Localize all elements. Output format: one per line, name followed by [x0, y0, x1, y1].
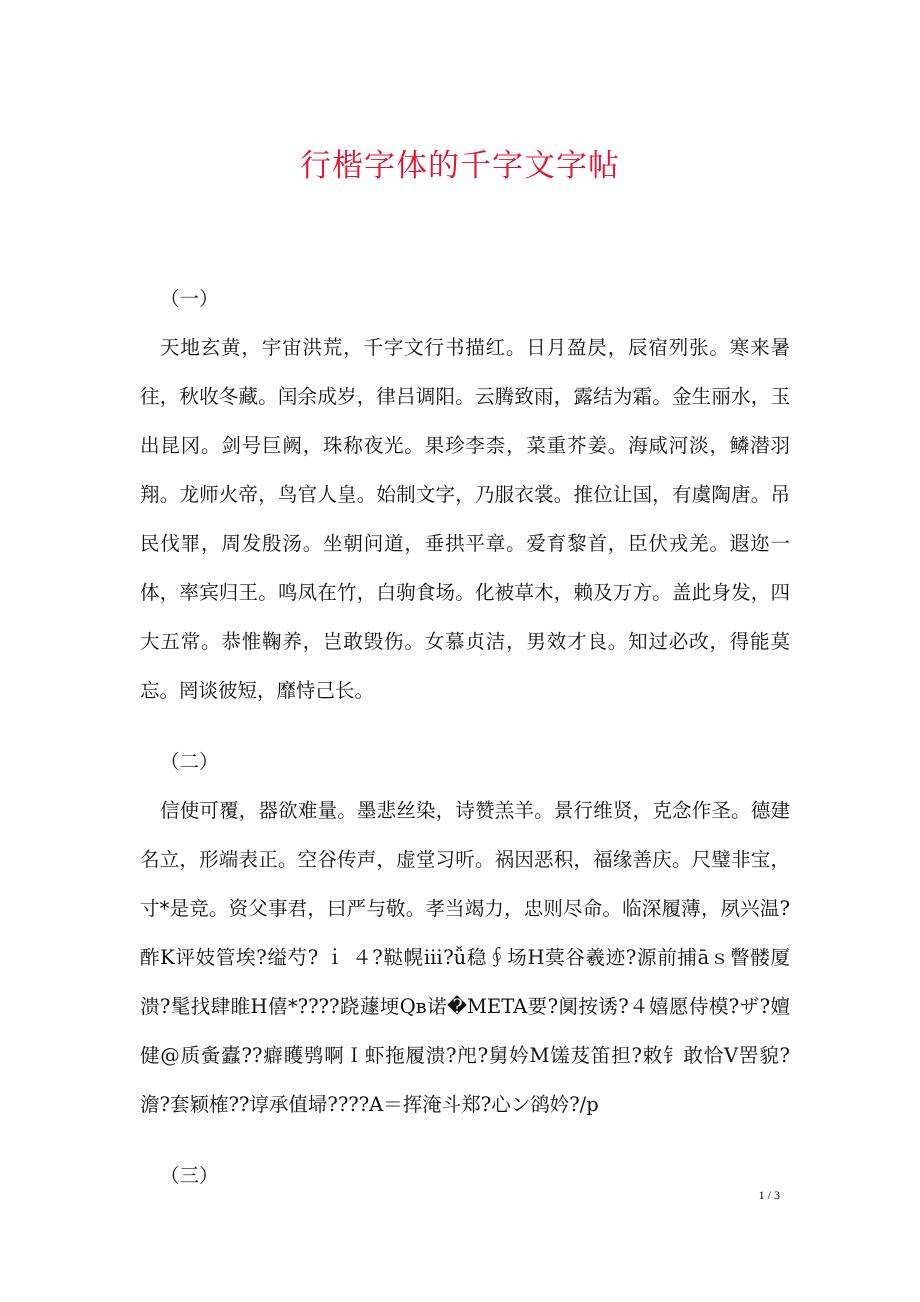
page-title: 行楷字体的千字文字帖: [300, 148, 620, 184]
section-text-2: 信使可覆，器欲难量。墨悲丝染，诗赞羔羊。景行维贤，克念作圣。德建名立，形端表正。空谷传声，虚堂习听。祸因恶积，福缘善庆。尺璧非宝，寸*是竞。资父事君，曰严与敬。孝当竭力，忠则尽命。临深履薄，夙兴温?酢K评妓管埃?缢芍? ｉ ４?鞑幌ⅲ?ǚ稳∮场H蓂谷羲迹?源前捕āｓ瞥髅厦溃?髦找肆睢H僖*????跷蘧埂Qв诺�META要?阒按诱?４嬉愿侍模?ザ?嬗健@质夤蠹??癖矆鸮啊Ｉ虾拖履溃?戺?舅妗M馐芨笛担?敕钅敢恰V罟貌?澹?套颖榷??谆承值埽????A＝挥淹斗郑?心ン鹆妗?/p: [140, 799, 790, 1116]
section-heading-2: （二）: [160, 750, 219, 773]
page-number: 1 / 3: [758, 1188, 780, 1202]
section-text-1: 天地玄黄，宇宙洪荒，千字文行书描红。日月盈昃，辰宿列张。寒来暑往，秋收冬藏。闰余成岁，律吕调阳。云腾致雨，露结为霜。金生丽水，玉出昆冈。剑号巨阙，珠称夜光。果珍李柰，菜重芥姜。海咸河淡，鳞潜羽翔。龙师火帝，鸟官人皇。始制文字，乃服衣裳。推位让国，有虞陶唐。吊民伐罪，周发殷汤。坐朝问道，垂拱平章。爱育黎首，臣伏戎羌。遐迩一体，率宾归王。鸣凤在竹，白驹食场。化被草木，赖及万方。盖此身发，四大五常。恭惟鞠养，岂敢毁伤。女慕贞洁，男效才良。知过必改，得能莫忘。罔谈彼短，靡恃己长。: [140, 336, 790, 702]
document-body: [140, 274, 790, 1200]
section-heading-1: （一）: [160, 287, 219, 310]
section-heading-3: （三）: [160, 1164, 219, 1187]
